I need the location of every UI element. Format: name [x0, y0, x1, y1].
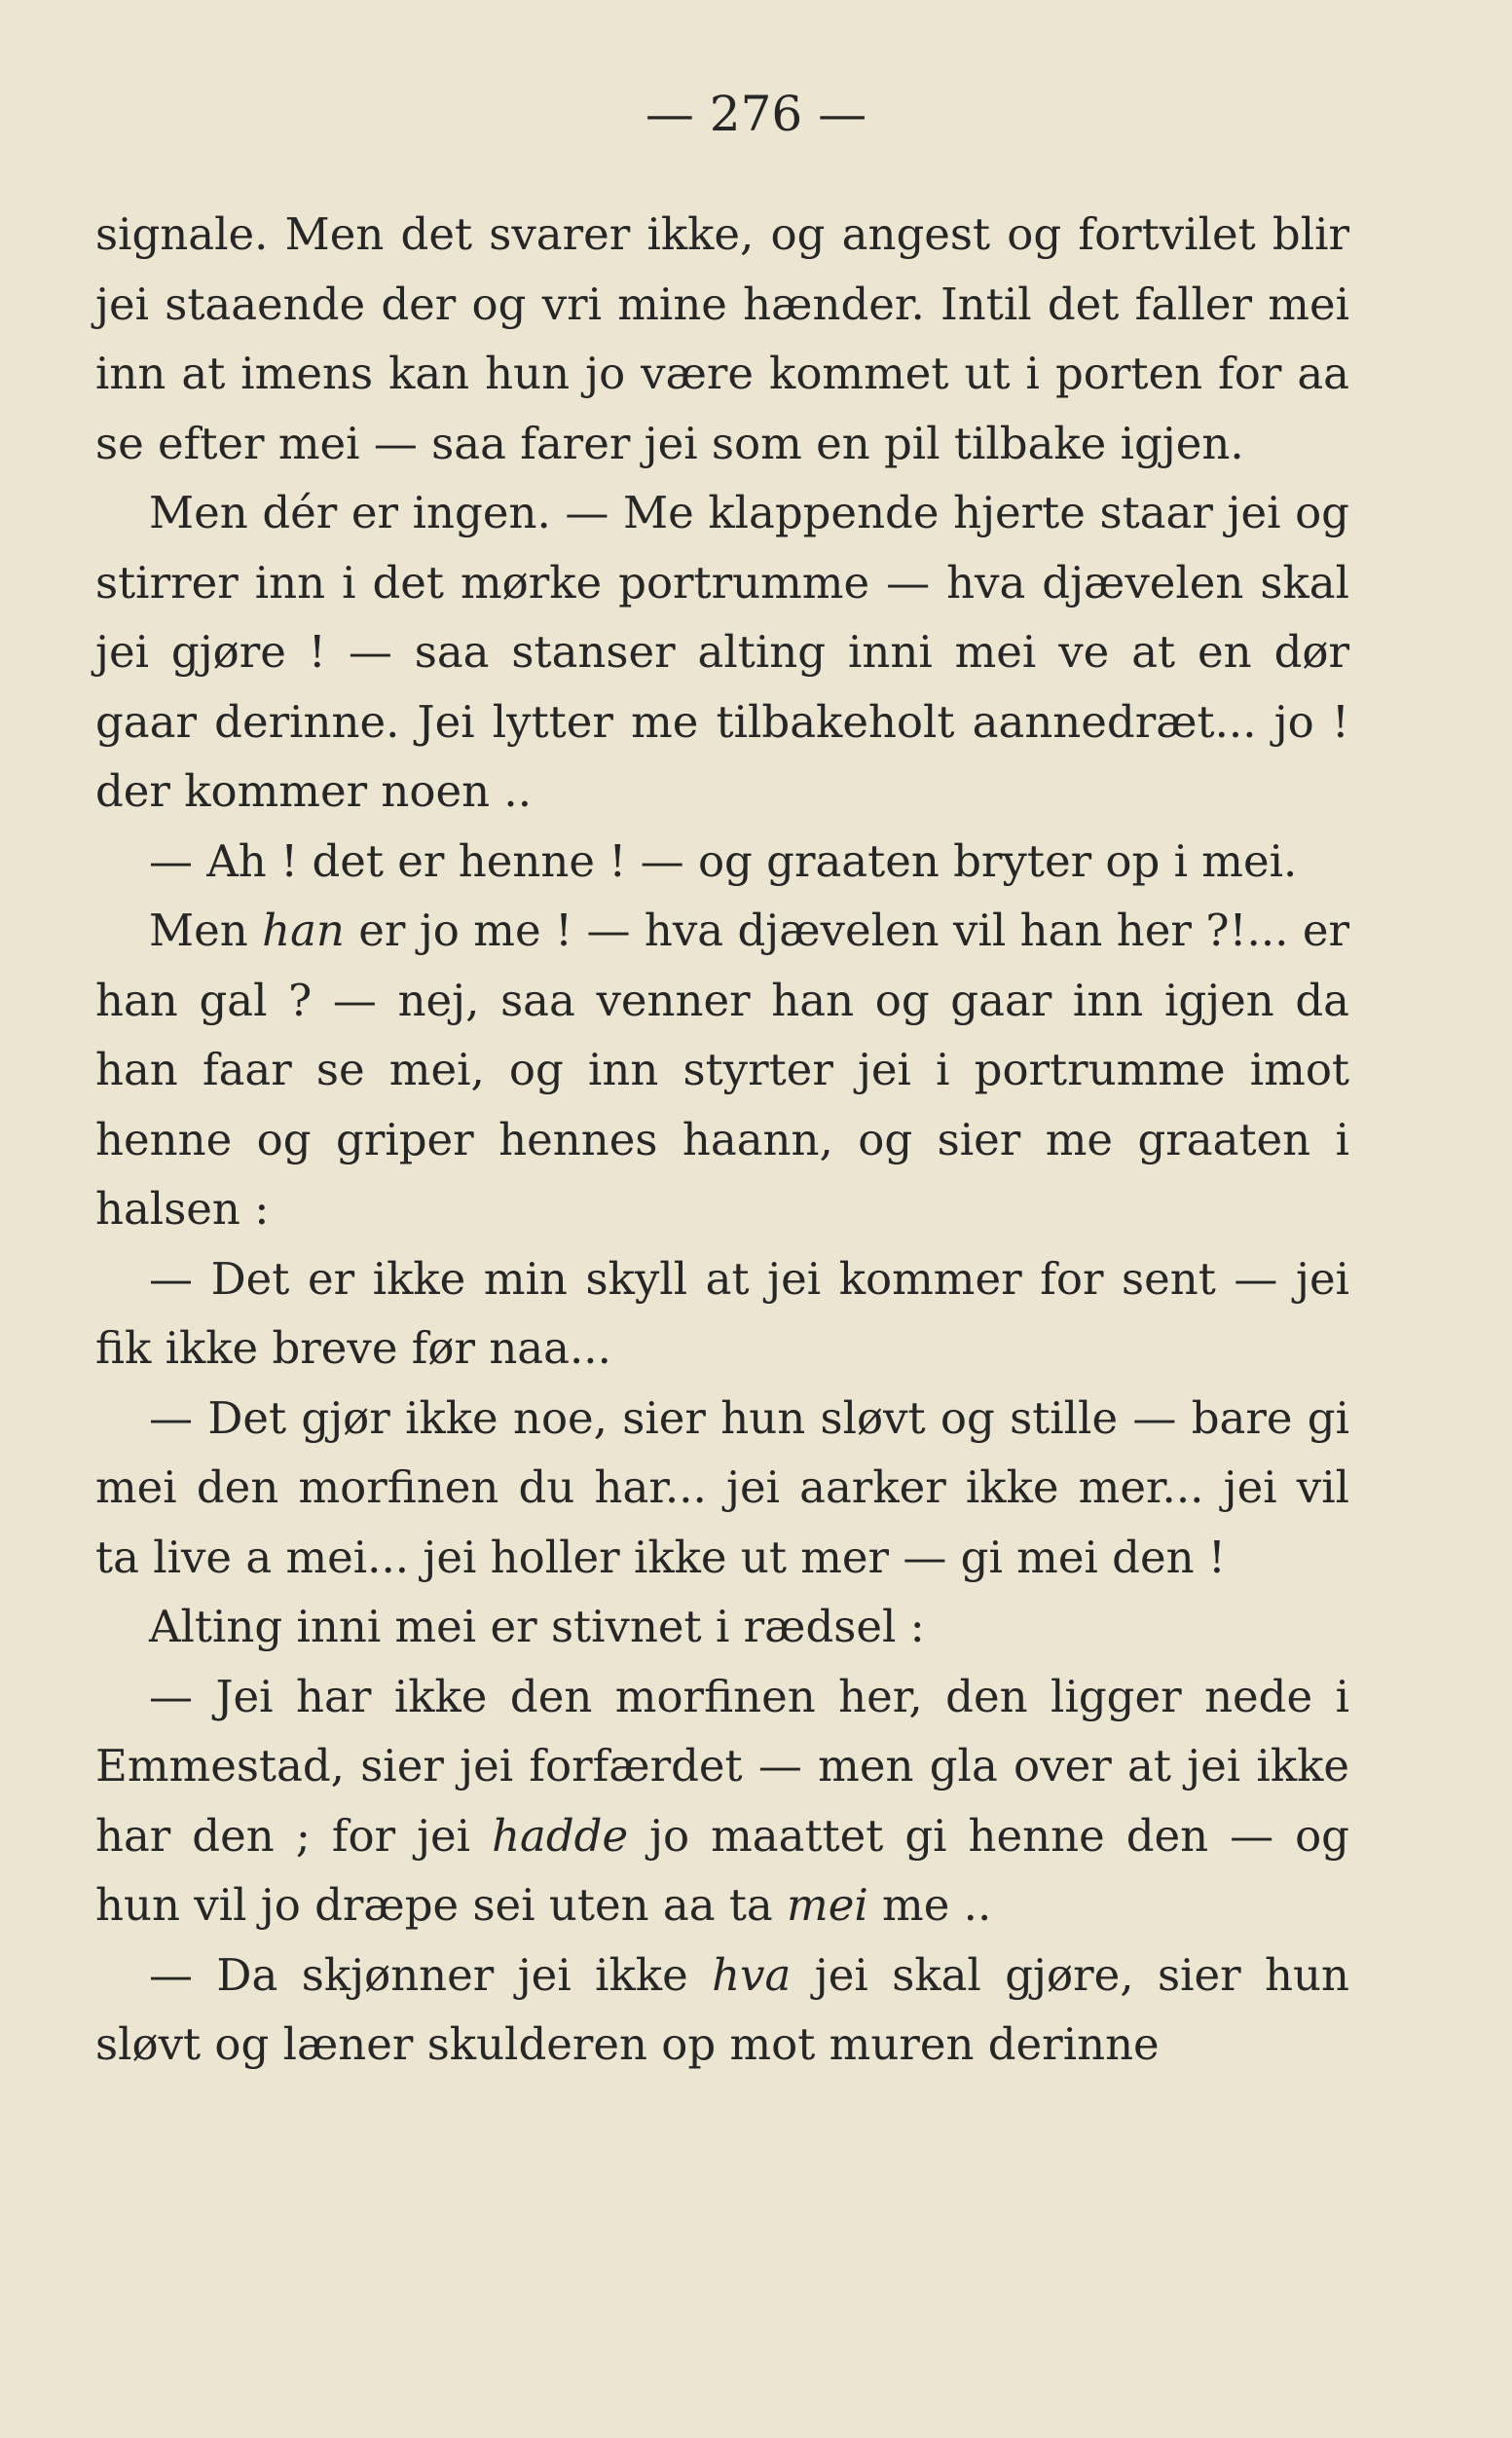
text-run: Men dér er ingen. — Me klappende hjerte staar jei og stirrer inn i det mørke portrumme — hva djævelen skal jei gjøre ! — saa stanser alting inni mei ve at en dør gaar derinne. Jei lytter me tilbakeholt aannedræt... jo ! der kommer noen ..	[95, 487, 1349, 817]
paragraph	[95, 478, 1349, 827]
paragraph	[95, 1244, 1349, 1384]
paragraph	[95, 827, 1349, 897]
italic-text: han	[262, 905, 345, 956]
text-run: jo maattet gi henne den — og hun vil jo dræpe sei uten aa ta	[95, 1809, 1349, 1931]
text-run: me ..	[867, 1879, 992, 1931]
italic-text: hva	[712, 1948, 792, 2001]
text-run: — Ah ! det er henne ! — og graaten bryter op i mei.	[149, 834, 1298, 887]
text-run: — Jei har ikke den morfinen her, den ligger nede i Emmestad, sier jei forfærdet — men gla over at jei ikke har den ; for jei	[95, 1670, 1349, 1862]
paragraph	[95, 896, 1349, 1244]
paragraph	[95, 1940, 1349, 2080]
text-run: jei skal gjøre, sier hun sløvt og læner skulderen op mot muren derinne	[95, 1948, 1349, 2070]
paragraph	[95, 1592, 1349, 1662]
page-number: — 276 —	[645, 86, 867, 142]
text-run: — Det gjør ikke noe, sier hun sløvt og stille — bare gi mei den morfinen du har... jei aarker ikke mer... jei vil ta live a mei... jei holler ikke ut mer — gi mei den !	[95, 1391, 1349, 1583]
text-run: — Da skjønner jei ikke	[149, 1948, 713, 2001]
text-run: signale. Men det svarer ikke, og angest og fortvilet blir jei staaende der og vri mine hænder. Intil det faller mei inn at imens kan hun jo være kommet ut i porten for aa se efter mei — saa farer jei som en pil tilbake igjen.	[95, 208, 1349, 469]
text-run: Men	[149, 905, 263, 956]
paragraph	[95, 1384, 1349, 1593]
text-run: Alting inni mei er stivnet i rædsel :	[149, 1601, 925, 1652]
text-run: er jo me ! — hva djævelen vil han her ?!... er han gal ? — nej, saa venner han og gaar inn igjen da han faar se mei, og inn styrter jei i portrumme imot henne og griper hennes haann, og sier me graaten i halsen :	[95, 905, 1349, 1235]
italic-text: hadde	[492, 1809, 629, 1862]
body-text	[95, 200, 1349, 2080]
paragraph	[95, 1662, 1349, 1940]
italic-text: mei	[787, 1879, 868, 1931]
paragraph	[95, 200, 1349, 478]
text-run: — Det er ikke min skyll at jei kommer for sent — jei fik ikke breve før naa...	[95, 1252, 1349, 1374]
